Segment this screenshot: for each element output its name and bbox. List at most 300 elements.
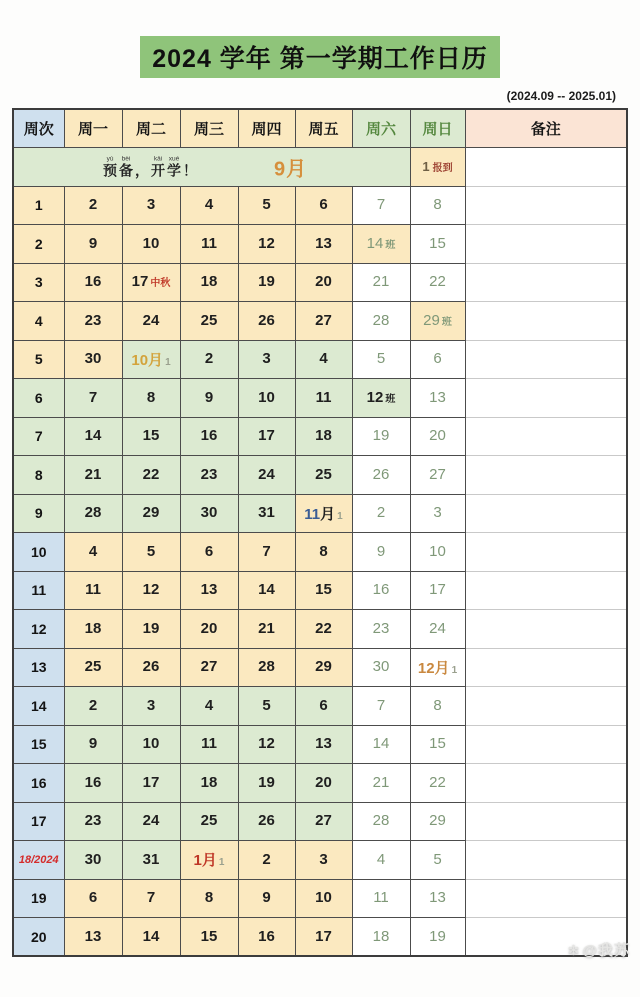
week-number-cell: 2 xyxy=(13,225,64,264)
day-text: 24 xyxy=(258,465,275,483)
day-text: 26 xyxy=(258,812,275,830)
day-cell xyxy=(122,456,180,495)
day-text: 2 xyxy=(262,850,271,868)
day-cell xyxy=(295,879,352,918)
day-text: 12 xyxy=(366,388,384,406)
day-text: 4 xyxy=(88,542,98,560)
day-text: 22 xyxy=(142,465,160,483)
day-cell xyxy=(352,802,410,841)
day-cell xyxy=(64,340,122,379)
day-cell xyxy=(122,687,180,726)
day-cell xyxy=(295,841,352,880)
day-text: 14 xyxy=(366,234,384,252)
week-row xyxy=(13,456,627,495)
day-cell xyxy=(122,841,180,880)
day-cell xyxy=(410,571,465,610)
day-text: 18 xyxy=(372,927,390,945)
day-text: 20 xyxy=(200,619,218,637)
day-text: 27 xyxy=(429,465,446,483)
phrase-char xyxy=(135,155,149,178)
day-text: 7 xyxy=(88,388,98,406)
day-text: 9 xyxy=(88,735,98,753)
week-number-cell: 11 xyxy=(13,571,64,610)
phrase-glyph: 学 xyxy=(167,162,181,179)
day-cell xyxy=(295,725,352,764)
day-text: 20 xyxy=(429,427,446,445)
remark-cell xyxy=(465,379,627,418)
week-row xyxy=(13,533,627,572)
week-number-cell: 3 xyxy=(13,263,64,302)
day-cell xyxy=(238,340,295,379)
day-cell xyxy=(352,379,410,418)
col-header-wed: 周三 xyxy=(180,109,238,148)
day-text: 21 xyxy=(372,273,390,291)
day-cell xyxy=(180,879,238,918)
day-cell xyxy=(295,417,352,456)
remark-cell xyxy=(465,571,627,610)
col-header-tue: 周二 xyxy=(122,109,180,148)
day-text: 3 xyxy=(262,350,271,368)
day-cell xyxy=(295,802,352,841)
week-number-cell: 14 xyxy=(13,687,64,726)
day-text: 8 xyxy=(319,542,328,560)
day-cell xyxy=(352,879,410,918)
day-cell xyxy=(410,918,465,957)
day-text: 16 xyxy=(200,427,218,445)
week-row xyxy=(13,186,627,225)
day-cell xyxy=(410,533,465,572)
day-text: 中秋 xyxy=(150,278,171,290)
day-text: 21 xyxy=(84,465,102,483)
day-cell xyxy=(410,340,465,379)
day-text: 4 xyxy=(204,196,214,214)
remark-cell xyxy=(465,302,627,341)
day-text: 17 xyxy=(429,581,446,599)
day-text: 12 xyxy=(142,581,160,599)
day-cell xyxy=(238,225,295,264)
day-text: 21 xyxy=(258,619,275,637)
day-text: 4 xyxy=(376,850,386,868)
phrase-char xyxy=(183,155,197,178)
week-row xyxy=(13,764,627,803)
day-text: 3 xyxy=(146,196,156,214)
day-text: 9 xyxy=(262,889,271,907)
week-number-cell: 4 xyxy=(13,302,64,341)
day-cell xyxy=(122,610,180,649)
day-text: 1 xyxy=(165,356,171,368)
day-cell xyxy=(295,687,352,726)
remark-cell xyxy=(465,533,627,572)
day-text: 24 xyxy=(429,619,446,637)
day-cell xyxy=(64,841,122,880)
remark-cell xyxy=(465,879,627,918)
day-cell xyxy=(352,494,410,533)
day-cell xyxy=(238,263,295,302)
remark-cell xyxy=(465,841,627,880)
day-cell xyxy=(295,340,352,379)
day-cell xyxy=(122,225,180,264)
day-text: 5 xyxy=(376,350,386,368)
day-cell xyxy=(238,802,295,841)
day-cell xyxy=(295,225,352,264)
day-text: 9 xyxy=(376,542,386,560)
day-text: 26 xyxy=(258,311,275,329)
week-number-cell: 8 xyxy=(13,456,64,495)
week-row xyxy=(13,340,627,379)
day-text: 9 xyxy=(204,388,214,406)
day-text: 18 xyxy=(315,427,332,445)
day-text: 13 xyxy=(84,927,102,945)
day-text: 21 xyxy=(372,773,390,791)
day-cell xyxy=(352,571,410,610)
day-cell xyxy=(238,571,295,610)
week-number-cell: 18/2024 xyxy=(13,841,64,880)
day-cell xyxy=(295,379,352,418)
day-text: 28 xyxy=(84,504,102,522)
watermark xyxy=(568,939,630,960)
day-cell xyxy=(238,610,295,649)
week-row xyxy=(13,302,627,341)
day-text: 11 xyxy=(304,505,321,523)
report-day-number: 1 xyxy=(422,158,430,174)
remark-cell xyxy=(465,687,627,726)
day-text: 5 xyxy=(146,542,156,560)
day-text: 18 xyxy=(200,773,218,791)
day-cell xyxy=(64,764,122,803)
week-number-cell: 6 xyxy=(13,379,64,418)
day-text: 6 xyxy=(433,350,442,368)
day-cell xyxy=(64,379,122,418)
day-cell xyxy=(352,225,410,264)
day-cell xyxy=(295,302,352,341)
remark-cell xyxy=(465,340,627,379)
col-header-sat: 周六 xyxy=(352,109,410,148)
pinyin-annotation: yù xyxy=(106,155,114,163)
day-cell xyxy=(64,494,122,533)
week-number-cell: 13 xyxy=(13,648,64,687)
week-number-cell: 7 xyxy=(13,417,64,456)
day-text: 31 xyxy=(258,504,275,522)
day-cell xyxy=(122,764,180,803)
report-day-note: 报到 xyxy=(432,162,453,174)
day-cell xyxy=(238,379,295,418)
day-text: 11 xyxy=(201,234,217,252)
remark-cell xyxy=(465,225,627,264)
day-text: 27 xyxy=(315,812,332,830)
week-row xyxy=(13,918,627,957)
day-cell xyxy=(295,571,352,610)
day-cell xyxy=(180,417,238,456)
day-cell xyxy=(352,456,410,495)
day-cell xyxy=(122,571,180,610)
day-text: 16 xyxy=(84,773,102,791)
day-cell xyxy=(238,687,295,726)
day-text: 22 xyxy=(315,619,332,637)
calendar-table xyxy=(12,108,628,957)
day-cell xyxy=(122,802,180,841)
day-cell xyxy=(64,456,122,495)
day-cell xyxy=(64,918,122,957)
day-cell xyxy=(352,263,410,302)
day-cell xyxy=(352,687,410,726)
day-text: 27 xyxy=(315,311,332,329)
week-number-cell: 10 xyxy=(13,533,64,572)
day-cell xyxy=(352,764,410,803)
day-text: 3 xyxy=(319,850,328,868)
day-cell xyxy=(122,725,180,764)
day-text: 班 xyxy=(385,393,396,405)
remark-cell xyxy=(465,417,627,456)
day-text: 28 xyxy=(372,311,390,329)
day-text: 16 xyxy=(84,273,102,291)
day-text: 1 xyxy=(337,510,343,522)
day-cell xyxy=(64,417,122,456)
day-text: 16 xyxy=(372,581,390,599)
day-text: 26 xyxy=(142,658,160,676)
day-text: 7 xyxy=(146,889,156,907)
week-row xyxy=(13,263,627,302)
day-cell xyxy=(238,879,295,918)
september-banner-cell xyxy=(13,148,410,187)
day-text: 13 xyxy=(200,581,218,599)
day-text: 19 xyxy=(429,927,446,945)
day-text: 11 xyxy=(85,581,101,599)
day-cell xyxy=(180,918,238,957)
day-text: 17 xyxy=(142,773,160,791)
remark-cell xyxy=(465,725,627,764)
day-cell xyxy=(122,340,180,379)
day-text: 24 xyxy=(142,812,160,830)
phrase-glyph: 开 xyxy=(151,162,165,179)
day-text: 30 xyxy=(200,504,218,522)
week-row xyxy=(13,879,627,918)
remark-cell xyxy=(465,148,627,187)
day-cell xyxy=(410,225,465,264)
day-cell xyxy=(122,263,180,302)
day-cell xyxy=(238,494,295,533)
day-text: 25 xyxy=(84,658,102,676)
day-cell xyxy=(410,725,465,764)
day-text: 13 xyxy=(315,735,332,753)
day-text: 10 xyxy=(142,234,160,252)
day-cell xyxy=(238,648,295,687)
day-cell xyxy=(295,648,352,687)
day-text: 24 xyxy=(142,311,160,329)
day-text: 15 xyxy=(315,581,332,599)
day-cell xyxy=(122,533,180,572)
day-text: 13 xyxy=(429,388,446,406)
day-cell xyxy=(410,456,465,495)
day-text: 29 xyxy=(142,504,160,522)
day-text: 10 xyxy=(315,889,332,907)
day-text: 11 xyxy=(373,889,389,907)
day-cell xyxy=(238,456,295,495)
week-row xyxy=(13,494,627,533)
week-row xyxy=(13,571,627,610)
day-cell xyxy=(122,417,180,456)
day-text: 29 xyxy=(429,812,446,830)
day-text: 19 xyxy=(372,427,390,445)
day-text: 1 xyxy=(218,857,225,869)
day-text: 6 xyxy=(88,889,98,907)
title-area xyxy=(0,36,640,78)
day-cell xyxy=(64,571,122,610)
day-cell xyxy=(64,302,122,341)
day-cell xyxy=(410,764,465,803)
day-cell xyxy=(122,302,180,341)
day-text: 19 xyxy=(258,273,275,291)
day-cell xyxy=(180,340,238,379)
week-row xyxy=(13,687,627,726)
day-text: 25 xyxy=(200,812,218,830)
remark-cell xyxy=(465,186,627,225)
day-text: 30 xyxy=(84,850,102,868)
pinyin-annotation: bèi xyxy=(121,155,131,163)
day-text: 17 xyxy=(315,927,332,945)
day-text: 1 xyxy=(451,664,458,676)
day-cell xyxy=(64,687,122,726)
day-text: 9 xyxy=(88,234,98,252)
day-cell xyxy=(410,379,465,418)
day-text: 5 xyxy=(262,196,271,214)
day-text: 25 xyxy=(200,311,218,329)
day-cell xyxy=(238,725,295,764)
watermark-text: @我苏 xyxy=(582,942,630,959)
day-cell xyxy=(64,802,122,841)
day-cell xyxy=(410,648,465,687)
day-text: 20 xyxy=(315,273,332,291)
week-number-cell: 1 xyxy=(13,186,64,225)
week-number-cell: 19 xyxy=(13,879,64,918)
day-cell xyxy=(180,648,238,687)
week-row xyxy=(13,725,627,764)
phrase-char xyxy=(103,155,117,178)
day-cell xyxy=(295,764,352,803)
day-cell xyxy=(122,879,180,918)
day-text: 6 xyxy=(204,542,214,560)
day-text: 14 xyxy=(142,927,160,945)
day-text: 8 xyxy=(204,889,214,907)
day-text: 8 xyxy=(433,196,442,214)
day-cell xyxy=(180,302,238,341)
day-cell xyxy=(410,494,465,533)
day-text: 2 xyxy=(204,350,214,368)
day-cell xyxy=(64,225,122,264)
col-header-remark: 备注 xyxy=(465,109,627,148)
day-text: 15 xyxy=(429,735,446,753)
day-cell xyxy=(352,841,410,880)
day-text: 3 xyxy=(433,504,442,522)
day-text: 15 xyxy=(200,927,218,945)
day-cell xyxy=(180,533,238,572)
day-cell xyxy=(352,340,410,379)
day-cell xyxy=(410,263,465,302)
day-text: 11 xyxy=(315,388,332,406)
day-text: 2 xyxy=(376,504,386,522)
phrase-char xyxy=(167,155,181,178)
week-row xyxy=(13,610,627,649)
day-cell xyxy=(410,186,465,225)
day-text: 10月 xyxy=(131,351,164,369)
day-text: 23 xyxy=(84,812,102,830)
day-text: 28 xyxy=(372,812,390,830)
day-text: 10 xyxy=(142,735,160,753)
day-cell xyxy=(180,571,238,610)
day-cell xyxy=(295,918,352,957)
day-text: 1月 xyxy=(193,852,217,870)
day-cell xyxy=(122,494,180,533)
day-text: 26 xyxy=(372,465,390,483)
day-text: 29 xyxy=(315,658,332,676)
day-text: 28 xyxy=(258,658,275,676)
day-text: 19 xyxy=(258,773,275,791)
day-text: 6 xyxy=(319,196,328,214)
day-text: 23 xyxy=(200,465,218,483)
week-number-cell: 17 xyxy=(13,802,64,841)
day-cell xyxy=(64,879,122,918)
day-cell xyxy=(410,841,465,880)
pinyin-annotation: kāi xyxy=(153,155,163,163)
col-header-sun: 周日 xyxy=(410,109,465,148)
day-text: 22 xyxy=(429,273,446,291)
week-number-cell: 12 xyxy=(13,610,64,649)
day-cell xyxy=(352,186,410,225)
week-row xyxy=(13,841,627,880)
week-number-cell: 20 xyxy=(13,918,64,957)
week-number-cell: 16 xyxy=(13,764,64,803)
day-cell xyxy=(238,533,295,572)
day-text: 11 xyxy=(201,735,217,753)
day-cell xyxy=(180,225,238,264)
day-text: 7 xyxy=(262,542,271,560)
pinyin-annotation: xué xyxy=(168,155,180,163)
day-cell xyxy=(180,841,238,880)
day-cell xyxy=(238,186,295,225)
week-number-cell: 15 xyxy=(13,725,64,764)
day-cell xyxy=(352,533,410,572)
day-cell xyxy=(352,918,410,957)
day-cell xyxy=(352,648,410,687)
day-text: 20 xyxy=(315,773,332,791)
day-cell xyxy=(295,494,352,533)
day-cell xyxy=(295,456,352,495)
day-text: 30 xyxy=(372,658,390,676)
day-cell xyxy=(410,417,465,456)
col-header-mon: 周一 xyxy=(64,109,122,148)
week-row xyxy=(13,417,627,456)
day-text: 13 xyxy=(429,889,446,907)
phrase-glyph: ！ xyxy=(183,162,197,179)
day-cell xyxy=(180,687,238,726)
phrase-glyph: 备 xyxy=(119,162,133,179)
day-text: 月 xyxy=(320,505,336,523)
day-text: 12 xyxy=(258,735,275,753)
col-header-fri: 周五 xyxy=(295,109,352,148)
header-row xyxy=(13,109,627,148)
phrase-char xyxy=(151,155,165,178)
day-cell xyxy=(295,263,352,302)
day-text: 17 xyxy=(131,273,149,291)
col-header-thu: 周四 xyxy=(238,109,295,148)
day-cell xyxy=(180,263,238,302)
day-text: 15 xyxy=(142,427,160,445)
day-text: 5 xyxy=(433,850,442,868)
day-text: 14 xyxy=(84,427,102,445)
day-text: 14 xyxy=(372,735,390,753)
day-cell xyxy=(180,456,238,495)
day-text: 31 xyxy=(142,850,160,868)
day-cell xyxy=(295,186,352,225)
